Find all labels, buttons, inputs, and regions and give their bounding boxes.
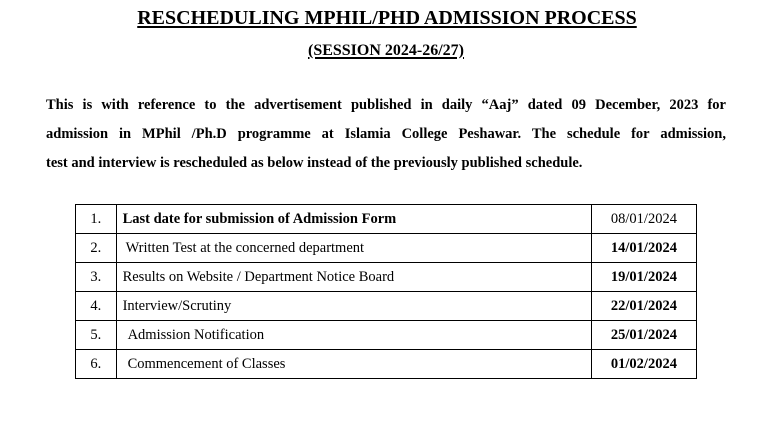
row-date: 01/02/2024 bbox=[591, 350, 696, 379]
row-date: 14/01/2024 bbox=[591, 234, 696, 263]
row-activity: Admission Notification bbox=[116, 321, 591, 350]
table-row bbox=[76, 292, 697, 321]
schedule-table bbox=[75, 204, 697, 379]
row-number: 4. bbox=[76, 292, 117, 321]
intro-line-2: admission in MPhil /Ph.D programme at Islamia College Peshawar. The schedule for admission, bbox=[46, 126, 726, 142]
row-activity: Results on Website / Department Notice Board bbox=[116, 263, 591, 292]
intro-line-1: This is with reference to the advertisement published in daily “Aaj” dated 09 December, 2023 for bbox=[46, 97, 726, 113]
row-activity: Interview/Scrutiny bbox=[116, 292, 591, 321]
row-number: 1. bbox=[76, 205, 117, 234]
intro-paragraph bbox=[46, 91, 726, 178]
table-row bbox=[76, 205, 697, 234]
row-number: 2. bbox=[76, 234, 117, 263]
table-row bbox=[76, 321, 697, 350]
row-date: 19/01/2024 bbox=[591, 263, 696, 292]
session-subtitle: (SESSION 2024-26/27) bbox=[307, 42, 465, 59]
row-number: 6. bbox=[76, 350, 117, 379]
row-date: 22/01/2024 bbox=[591, 292, 696, 321]
row-number: 3. bbox=[76, 263, 117, 292]
page-title: RESCHEDULING MPHIL/PHD ADMISSION PROCESS bbox=[137, 7, 637, 29]
row-date: 08/01/2024 bbox=[591, 205, 696, 234]
row-activity: Written Test at the concerned department bbox=[116, 234, 591, 263]
row-number: 5. bbox=[76, 321, 117, 350]
table-row bbox=[76, 263, 697, 292]
row-activity: Commencement of Classes bbox=[116, 350, 591, 379]
row-activity: Last date for submission of Admission Form bbox=[116, 205, 591, 234]
intro-line-3: test and interview is rescheduled as below instead of the previously published schedule. bbox=[46, 155, 583, 171]
row-date: 25/01/2024 bbox=[591, 321, 696, 350]
table-row bbox=[76, 350, 697, 379]
table-row bbox=[76, 234, 697, 263]
